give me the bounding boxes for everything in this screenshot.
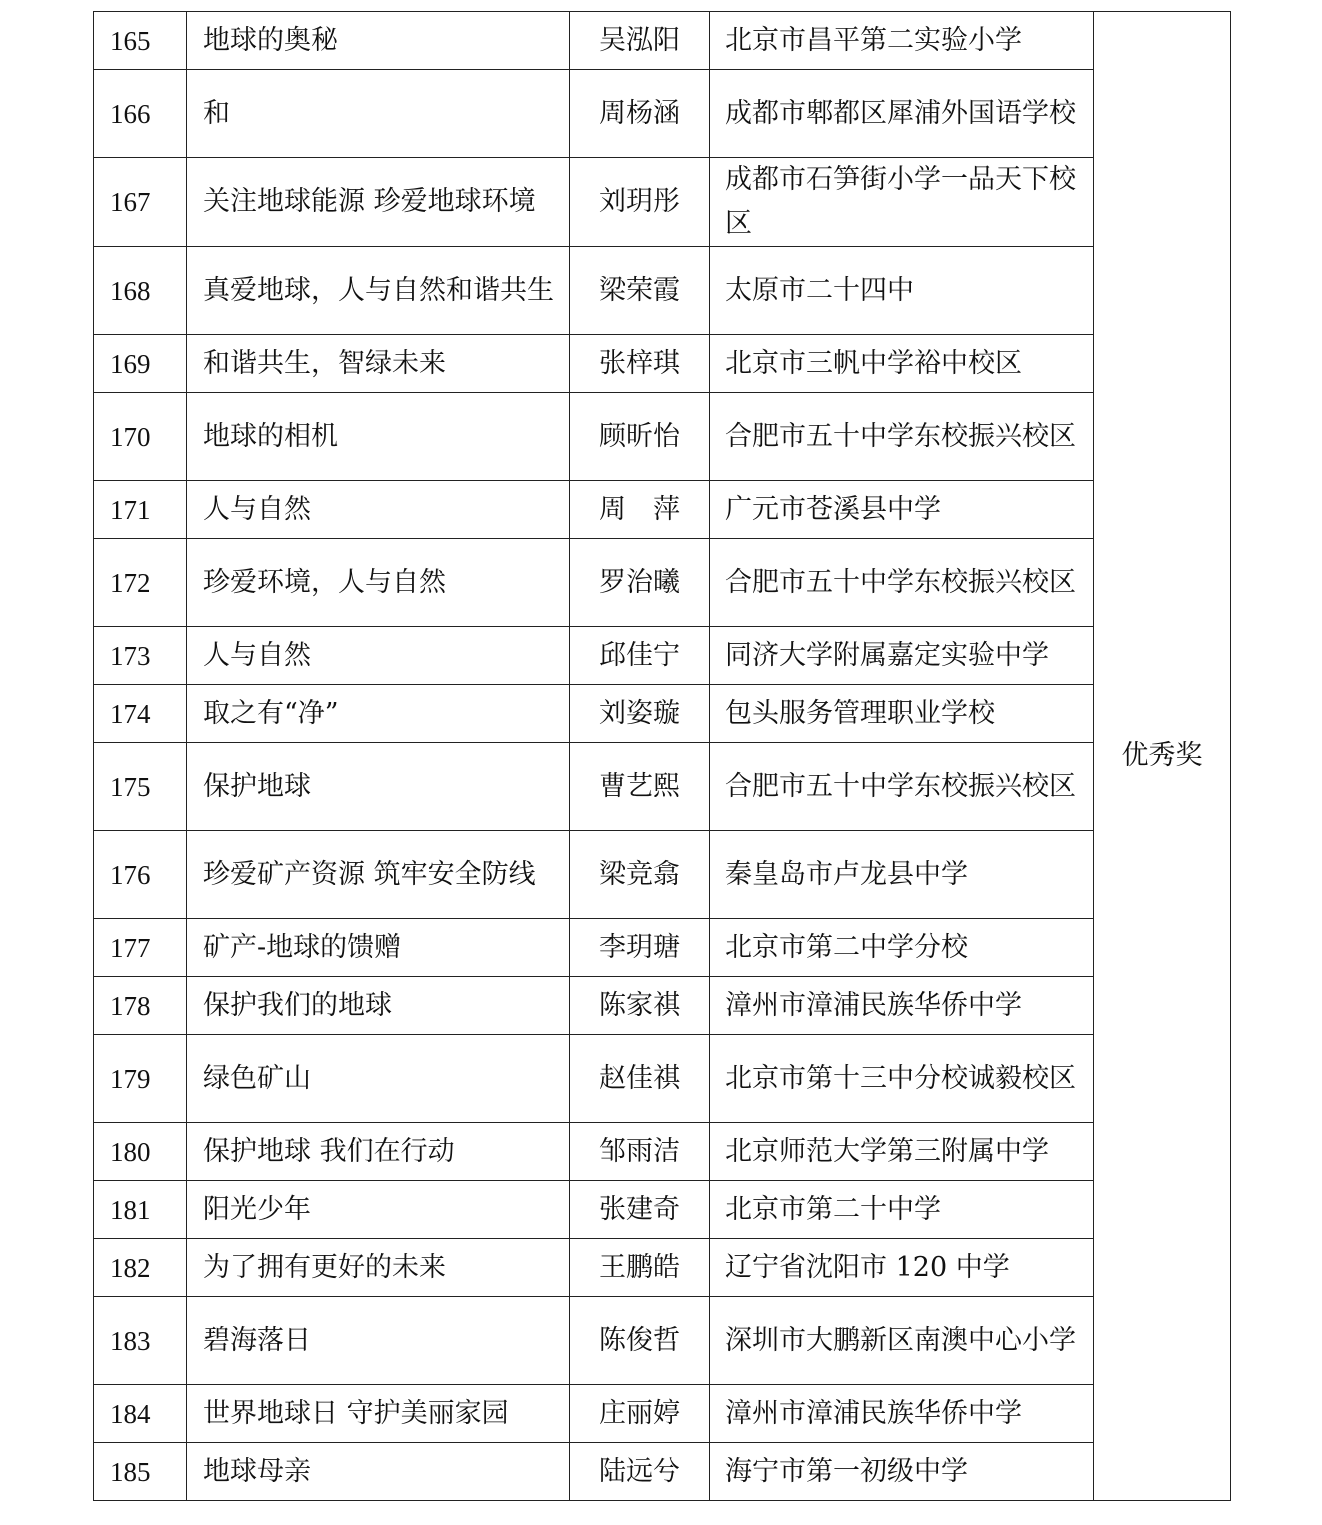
entry-number: 181 [94, 1181, 187, 1239]
work-title: 碧海落日 [187, 1297, 570, 1385]
work-title: 绿色矿山 [187, 1035, 570, 1123]
author-name-text: 张建奇 [599, 1193, 680, 1225]
author-name-text: 李玥瑭 [599, 931, 680, 963]
work-title: 地球的相机 [187, 393, 570, 481]
table-row [94, 247, 1231, 335]
author-name [570, 12, 710, 70]
school-name: 成都市石笋街小学一品天下校区 [710, 158, 1094, 247]
work-title: 地球的奥秘 [187, 12, 570, 70]
author-name-text: 刘姿璇 [599, 697, 680, 729]
author-name-text: 梁竞翕 [599, 858, 680, 890]
table-row [94, 1239, 1231, 1297]
author-name [570, 831, 710, 919]
school-name: 深圳市大鹏新区南澳中心小学 [710, 1297, 1094, 1385]
table-row [94, 831, 1231, 919]
table-row [94, 627, 1231, 685]
author-name [570, 627, 710, 685]
entry-number: 183 [94, 1297, 187, 1385]
author-name [570, 977, 710, 1035]
author-name-text: 曹艺熙 [599, 770, 680, 802]
table-row [94, 335, 1231, 393]
work-title: 取之有“净” [187, 685, 570, 743]
school-name: 北京市第二十中学 [710, 1181, 1094, 1239]
entry-number: 172 [94, 539, 187, 627]
school-name: 合肥市五十中学东校振兴校区 [710, 393, 1094, 481]
school-name: 合肥市五十中学东校振兴校区 [710, 743, 1094, 831]
entry-number: 165 [94, 12, 187, 70]
author-name [570, 393, 710, 481]
school-name: 成都市郫都区犀浦外国语学校 [710, 70, 1094, 158]
author-name [570, 158, 710, 247]
school-name: 同济大学附属嘉定实验中学 [710, 627, 1094, 685]
work-title: 世界地球日 守护美丽家园 [187, 1385, 570, 1443]
awards-table-body [94, 12, 1231, 1501]
work-title: 保护地球 我们在行动 [187, 1123, 570, 1181]
author-name [570, 919, 710, 977]
author-name [570, 1123, 710, 1181]
work-title: 珍爱矿产资源 筑牢安全防线 [187, 831, 570, 919]
author-name [570, 539, 710, 627]
table-row [94, 743, 1231, 831]
author-name-text: 梁荣霞 [599, 274, 680, 306]
entry-number: 185 [94, 1443, 187, 1501]
author-name-text: 庄丽婷 [599, 1397, 680, 1429]
table-row [94, 158, 1231, 247]
table-row [94, 481, 1231, 539]
author-name-text: 陈家祺 [599, 989, 680, 1021]
author-name-text: 邹雨洁 [599, 1135, 680, 1167]
school-name: 漳州市漳浦民族华侨中学 [710, 977, 1094, 1035]
school-name: 包头服务管理职业学校 [710, 685, 1094, 743]
work-title: 为了拥有更好的未来 [187, 1239, 570, 1297]
author-name-text: 顾昕怡 [599, 420, 680, 452]
table-row [94, 1181, 1231, 1239]
school-name: 辽宁省沈阳市 120 中学 [710, 1239, 1094, 1297]
author-name [570, 685, 710, 743]
author-name [570, 1297, 710, 1385]
entry-number: 176 [94, 831, 187, 919]
table-row [94, 977, 1231, 1035]
author-name [570, 1443, 710, 1501]
work-title: 和 [187, 70, 570, 158]
table-row [94, 539, 1231, 627]
entry-number: 170 [94, 393, 187, 481]
table-row [94, 1123, 1231, 1181]
author-name [570, 1239, 710, 1297]
table-row [94, 1035, 1231, 1123]
school-name: 北京市三帆中学裕中校区 [710, 335, 1094, 393]
work-title: 矿产-地球的馈赠 [187, 919, 570, 977]
work-title: 人与自然 [187, 627, 570, 685]
author-name-text: 邱佳宁 [599, 639, 680, 671]
school-name: 北京师范大学第三附属中学 [710, 1123, 1094, 1181]
author-name-text: 周杨涵 [599, 97, 680, 129]
author-name-text: 罗治曦 [599, 566, 680, 598]
work-title: 地球母亲 [187, 1443, 570, 1501]
author-name-text: 刘玥彤 [599, 186, 680, 217]
award-level: 优秀奖 [1094, 12, 1231, 1501]
entry-number: 171 [94, 481, 187, 539]
awards-table [93, 11, 1231, 1501]
table-row [94, 685, 1231, 743]
entry-number: 175 [94, 743, 187, 831]
author-name [570, 1181, 710, 1239]
author-name-text: 陈俊哲 [599, 1324, 680, 1356]
entry-number: 184 [94, 1385, 187, 1443]
author-name-text: 王鹏皓 [599, 1251, 680, 1283]
entry-number: 173 [94, 627, 187, 685]
table-row [94, 393, 1231, 481]
entry-number: 166 [94, 70, 187, 158]
author-name [570, 70, 710, 158]
work-title: 真爱地球，人与自然和谐共生 [187, 247, 570, 335]
author-name [570, 335, 710, 393]
author-name-text: 周 萍 [599, 493, 680, 525]
table-row [94, 919, 1231, 977]
entry-number: 168 [94, 247, 187, 335]
work-title: 人与自然 [187, 481, 570, 539]
table-row [94, 70, 1231, 158]
author-name [570, 481, 710, 539]
entry-number: 178 [94, 977, 187, 1035]
table-row [94, 1297, 1231, 1385]
work-title: 和谐共生，智绿未来 [187, 335, 570, 393]
entry-number: 179 [94, 1035, 187, 1123]
author-name-text: 陆远兮 [599, 1455, 680, 1487]
school-name: 北京市昌平第二实验小学 [710, 12, 1094, 70]
school-name: 北京市第十三中分校诚毅校区 [710, 1035, 1094, 1123]
work-title: 保护地球 [187, 743, 570, 831]
work-title: 关注地球能源 珍爱地球环境 [187, 158, 570, 247]
school-name: 合肥市五十中学东校振兴校区 [710, 539, 1094, 627]
entry-number: 174 [94, 685, 187, 743]
school-name: 秦皇岛市卢龙县中学 [710, 831, 1094, 919]
entry-number: 167 [94, 158, 187, 247]
school-name: 广元市苍溪县中学 [710, 481, 1094, 539]
work-title: 保护我们的地球 [187, 977, 570, 1035]
school-name: 北京市第二中学分校 [710, 919, 1094, 977]
entry-number: 182 [94, 1239, 187, 1297]
author-name-text: 吴泓阳 [599, 24, 680, 56]
entry-number: 169 [94, 335, 187, 393]
school-name: 太原市二十四中 [710, 247, 1094, 335]
author-name [570, 247, 710, 335]
author-name [570, 743, 710, 831]
table-row [94, 12, 1231, 70]
entry-number: 180 [94, 1123, 187, 1181]
work-title: 珍爱环境，人与自然 [187, 539, 570, 627]
author-name-text: 赵佳祺 [599, 1062, 680, 1094]
author-name [570, 1035, 710, 1123]
school-name: 漳州市漳浦民族华侨中学 [710, 1385, 1094, 1443]
author-name [570, 1385, 710, 1443]
table-row [94, 1443, 1231, 1501]
table-row [94, 1385, 1231, 1443]
author-name-text: 张梓琪 [599, 347, 680, 379]
entry-number: 177 [94, 919, 187, 977]
school-name: 海宁市第一初级中学 [710, 1443, 1094, 1501]
work-title: 阳光少年 [187, 1181, 570, 1239]
